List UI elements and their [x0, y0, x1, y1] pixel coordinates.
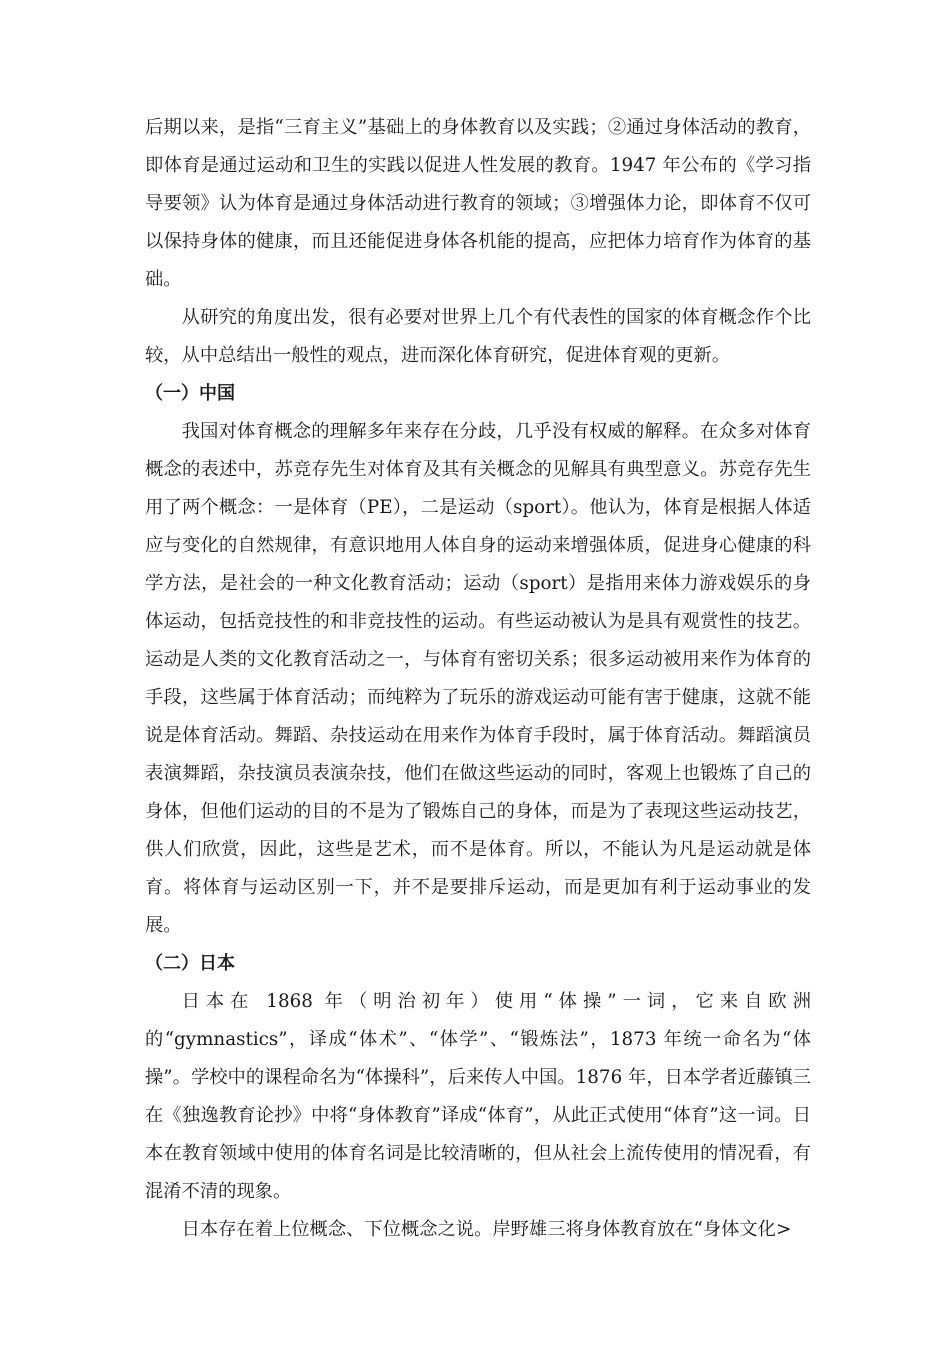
section-heading-japan: （二）日本 — [145, 953, 235, 974]
paragraph-japan: 日本在 1868 年（明治初年）使用“体操”一词，它来自欧洲的“gymnastics”，译成“体术”、“体学”、“锻炼法”，1873 年统一命名为“体操”。学校中的课程命名为“体操科”，后来传人中国。1876 年，日本学者近藤镇三在《独逸教育论抄》中将“身体教育”译成“体育”，从此正式使用“体育”这一词。日本在教育领域中使用的体育名词是比较清晰的，但从社会上流传使用的情况看，有混淆不清的现象。 — [145, 991, 811, 1202]
paragraph-japan-concepts: 日本存在着上位概念、下位概念之说。岸野雄三将身体教育放在“身体文化> — [181, 1219, 792, 1240]
paragraph-continuation: 后期以来，是指“三育主义”基础上的身体教育以及实践；②通过身体活动的教育，即体育是通过运动和卫生的实践以促进人性发展的教育。1947 年公布的《学习指导要领》认为体育是通过身体活动进行教育的领域；③增强体力论，即体育不仅可以保持身体的健康，而且还能促进身体各机能的提高，应把体力培育作为体育的基础。 — [145, 117, 811, 290]
paragraph-china: 我国对体育概念的理解多年来存在分歧，几乎没有权威的解释。在众多对体育概念的表述中，苏竞存先生对体育及其有关概念的见解具有典型意义。苏竞存先生用了两个概念：一是体育（PE），二是运动（sport）。他认为，体育是根据人体适应与变化的自然规律，有意识地用人体自身的运动来增强体质，促进身心健康的科学方法，是社会的一种文化教育活动；运动（sport）是指用来体力游戏娱乐的身体运动，包括竞技性的和非竞技性的运动。有些运动被认为是具有观赏性的技艺。运动是人类的文化教育活动之一，与体育有密切关系；很多运动被用来作为体育的手段，这些属于体育活动；而纯粹为了玩乐的游戏运动可能有害于健康，这就不能说是体育活动。舞蹈、杂技运动在用来作为体育手段时，属于体育活动。舞蹈演员表演舞蹈，杂技演员表演杂技，他们在做这些运动的同时，客观上也锻炼了自己的身体，但他们运动的目的不是为了锻炼自己的身体，而是为了表现这些运动技艺，供人们欣赏，因此，这些是艺术，而不是体育。所以，不能认为凡是运动就是体育。将体育与运动区别一下，并不是要排斥运动，而是更加有利于运动事业的发展。 — [145, 421, 811, 936]
section-heading-china: （一）中国 — [145, 383, 235, 404]
paragraph-research-angle: 从研究的角度出发，很有必要对世界上几个有代表性的国家的体育概念作个比较，从中总结出一般性的观点，进而深化体育研究，促进体育观的更新。 — [145, 307, 811, 366]
document-body — [145, 109, 811, 1249]
